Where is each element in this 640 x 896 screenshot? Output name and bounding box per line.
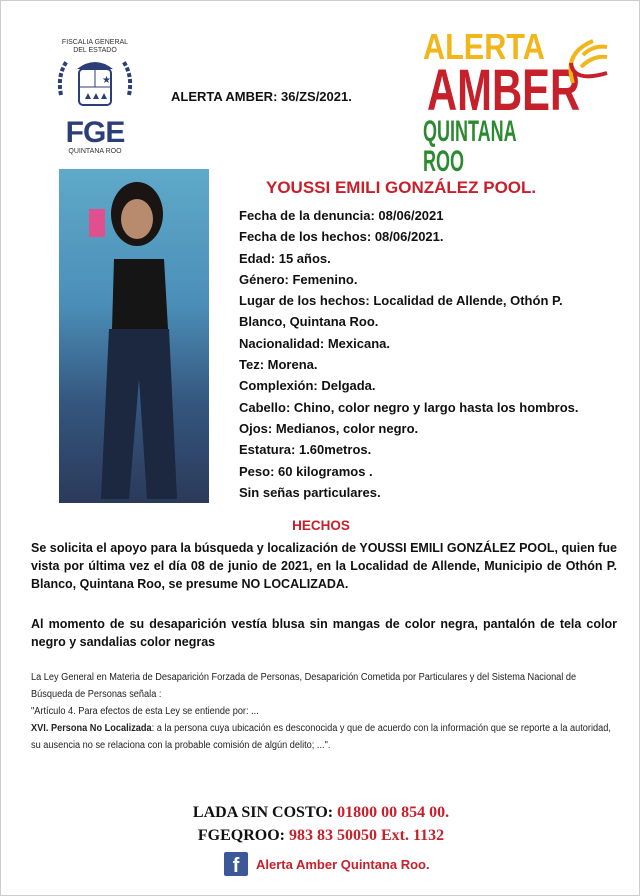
shield-emblem-icon xyxy=(55,55,135,113)
detail-line: Tez: Morena. xyxy=(239,357,318,373)
detail-line: Ojos: Medianos, color negro. xyxy=(239,420,419,436)
lada-contact xyxy=(1,804,640,822)
detail-line: Género: Femenino. xyxy=(239,271,358,287)
law-line: "Artículo 4. Para efectos de esta Ley se entiende por: ... xyxy=(31,706,259,717)
detail-line: Lugar de los hechos: Localidad de Allende, Othón P. xyxy=(239,293,563,309)
fge-logo-text: FISCALIA GENERAL xyxy=(61,39,129,46)
hechos-paragraph: Se solicita el apoyo para la búsqueda y localización de YOUSSI EMILI GONZÁLEZ POOL, quien fue vista por última vez el día 08 de junio de 2021, en la Localidad de Allende, Municipio de Othón P. Blanco, Quintana Roo, se presume NO LOCALIZADA. xyxy=(31,541,618,591)
detail-line: Complexión: Delgada. xyxy=(239,378,376,394)
fge-logo-text: FGE xyxy=(65,116,125,149)
detail-line: Fecha de la denuncia: 08/06/2021 xyxy=(239,208,444,223)
logo-text: ALERTA xyxy=(423,26,545,67)
fge-logo-text: DEL ESTADO xyxy=(73,47,117,54)
lada-label: LADA SIN COSTO: xyxy=(192,804,338,821)
law-term: XVI. Persona No Localizada xyxy=(31,723,152,734)
hechos-heading: HECHOS xyxy=(292,518,350,533)
fge-logo-text: QUINTANA ROO xyxy=(68,148,122,155)
detail-line: Fecha de los hechos: 08/06/2021. xyxy=(239,229,444,245)
detail-line: Cabello: Chino, color negro y largo hasta los hombros. xyxy=(239,399,579,415)
detail-line: Nacionalidad: Mexicana. xyxy=(239,335,390,351)
person-name: YOUSSI EMILI GONZÁLEZ POOL. xyxy=(266,178,537,197)
fge-contact xyxy=(1,827,640,845)
person-details xyxy=(239,205,629,503)
detail-line: Peso: 60 kilogramos . xyxy=(239,463,373,479)
facebook-link[interactable] xyxy=(224,852,430,876)
facebook-icon: f xyxy=(224,852,248,876)
lada-phone[interactable]: 01800 00 854 00. xyxy=(337,804,450,821)
law-line: La Ley General en Materia de Desaparición Forzada de Personas, Desaparición Cometida por Particulares y del Sistema Nacional de Búsqueda de Personas señala : xyxy=(31,672,577,700)
missing-person-photo xyxy=(59,169,209,503)
detail-line: Edad: 15 años. xyxy=(239,250,331,266)
logo-text: QUINTANA ROO xyxy=(423,115,516,178)
detail-line: Sin señas particulares. xyxy=(239,484,381,500)
fge-phone[interactable]: 983 83 50050 Ext. 1132 xyxy=(288,827,445,844)
alert-code: ALERTA AMBER: 36/ZS/2021. xyxy=(171,89,352,104)
fge-label: FGEQROO: xyxy=(197,827,289,844)
logo-text: AMBER xyxy=(427,58,581,123)
signal-icon xyxy=(563,33,613,93)
detail-line: Blanco, Quintana Roo. xyxy=(239,314,379,330)
facebook-page-name: Alerta Amber Quintana Roo. xyxy=(256,856,430,872)
fge-logo xyxy=(39,39,151,163)
law-line: : a la persona cuya ubicación es desconocida y que de acuerdo con la información que se reporte a la autoridad, su ausencia no se relaciona con la probable comisión de algún delito; ...". xyxy=(31,723,611,751)
svg-text:★: ★ xyxy=(102,75,111,86)
alerta-amber-logo xyxy=(423,26,623,178)
clothing-paragraph: Al momento de su desaparición vestía blusa sin mangas de color negra, pantalón de tela color negro y sandalias color negras xyxy=(31,617,617,649)
person-silhouette-icon xyxy=(59,169,209,503)
detail-line: Estatura: 1.60metros. xyxy=(239,442,372,458)
law-citation xyxy=(31,669,616,754)
